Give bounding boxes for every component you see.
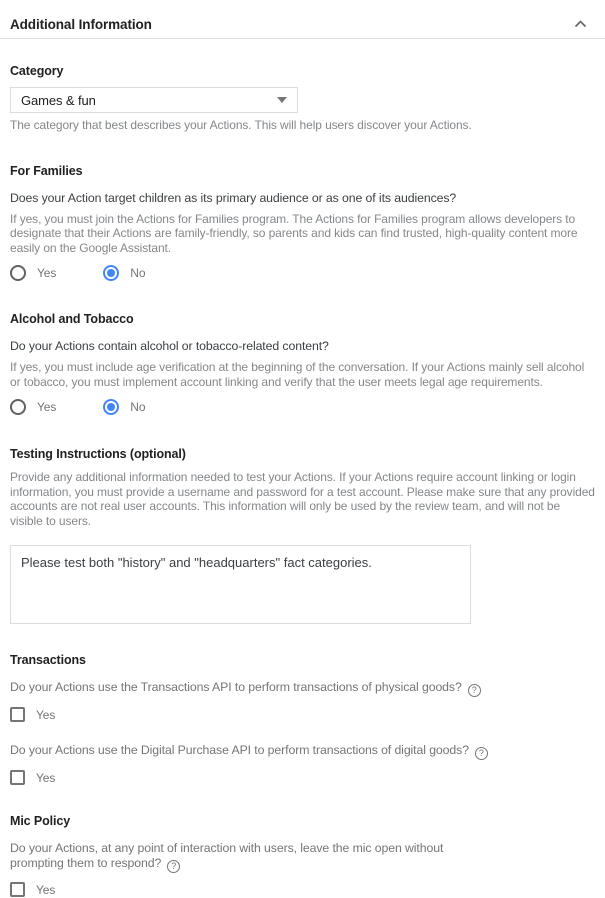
question-text: Do your Actions use the Digital Purchase API to perform transactions of digital goods? <box>10 743 469 757</box>
question-text: Do your Actions, at any point of interaction with users, leave the mic open without prompting them to respond? <box>10 841 444 870</box>
alcohol-tobacco-heading: Alcohol and Tobacco <box>10 312 134 326</box>
testing-instructions-heading: Testing Instructions (optional) <box>10 447 186 461</box>
category-label: Category <box>10 64 64 78</box>
testing-instructions-helper-text: Provide any additional information needed to test your Actions. If your Actions require account linking or login information, you must provide a username and password for a test account. Please make sure that any provided accounts are not real user accounts. This information will only be used by the review team, and will not be visible to users. <box>10 470 595 528</box>
checkbox-label: Yes <box>36 882 56 897</box>
mic-policy-checkbox-row <box>10 881 595 898</box>
radio-unchecked-icon[interactable] <box>10 399 26 415</box>
transactions-physical-question <box>10 680 595 697</box>
for-families-heading: For Families <box>10 163 83 178</box>
for-families-question: Does your Action target children as its primary audience or as one of its audiences? <box>10 190 457 205</box>
alcohol-tobacco-radio-no[interactable] <box>103 399 145 415</box>
radio-label: Yes <box>37 265 57 280</box>
transactions-physical-checkbox-row <box>10 706 595 723</box>
transactions-heading: Transactions <box>10 653 86 667</box>
mic-policy-question <box>10 841 500 873</box>
alcohol-tobacco-radio-yes[interactable] <box>10 399 56 415</box>
alcohol-tobacco-radio-group <box>10 398 595 415</box>
mic-policy-heading: Mic Policy <box>10 814 71 828</box>
for-families-helper-text: If yes, you must join the Actions for Families program. The Actions for Families program allows developers to designate that their Actions are family-friendly, so parents and kids can find trusted, high-quality content more easily on the Google Assistant. <box>10 211 578 255</box>
for-families-radio-group <box>10 264 595 281</box>
help-icon[interactable]: ? <box>475 747 488 760</box>
checkbox-unchecked-icon[interactable] <box>10 770 25 785</box>
checkbox-unchecked-icon[interactable] <box>10 882 25 897</box>
testing-instructions-input[interactable] <box>10 545 471 624</box>
radio-unchecked-icon[interactable] <box>10 265 26 281</box>
chevron-up-icon <box>574 20 587 28</box>
question-text: Do your Actions use the Transactions API to perform transactions of physical goods? <box>10 680 462 694</box>
transactions-digital-checkbox-row <box>10 769 595 786</box>
category-selected-value: Games & fun <box>21 92 96 108</box>
header-divider <box>0 38 605 39</box>
radio-label: No <box>130 399 146 414</box>
radio-checked-icon[interactable] <box>103 399 119 415</box>
radio-checked-icon[interactable] <box>103 265 119 281</box>
help-icon[interactable]: ? <box>468 684 481 697</box>
category-helper-text: The category that best describes your Actions. This will help users discover your Actions. <box>10 118 472 132</box>
category-select[interactable] <box>10 87 298 113</box>
collapse-section-button[interactable] <box>568 15 592 33</box>
checkbox-label: Yes <box>36 707 56 722</box>
help-icon[interactable]: ? <box>167 860 180 873</box>
transactions-digital-question <box>10 743 595 760</box>
radio-label: Yes <box>37 399 57 414</box>
radio-label: No <box>130 265 146 280</box>
alcohol-tobacco-helper-text: If yes, you must include age verification at the beginning of the conversation. If your Actions mainly sell alcohol or tobacco, you must implement account linking and verify that the user meets legal age requirements. <box>10 360 585 389</box>
for-families-radio-yes[interactable] <box>10 265 56 281</box>
dropdown-caret-icon <box>277 97 287 103</box>
for-families-radio-no[interactable] <box>103 265 145 281</box>
checkbox-unchecked-icon[interactable] <box>10 707 25 722</box>
panel-header <box>0 0 605 33</box>
alcohol-tobacco-question: Do your Actions contain alcohol or tobacco-related content? <box>10 339 329 353</box>
page-title: Additional Information <box>10 16 152 32</box>
checkbox-label: Yes <box>36 770 56 785</box>
